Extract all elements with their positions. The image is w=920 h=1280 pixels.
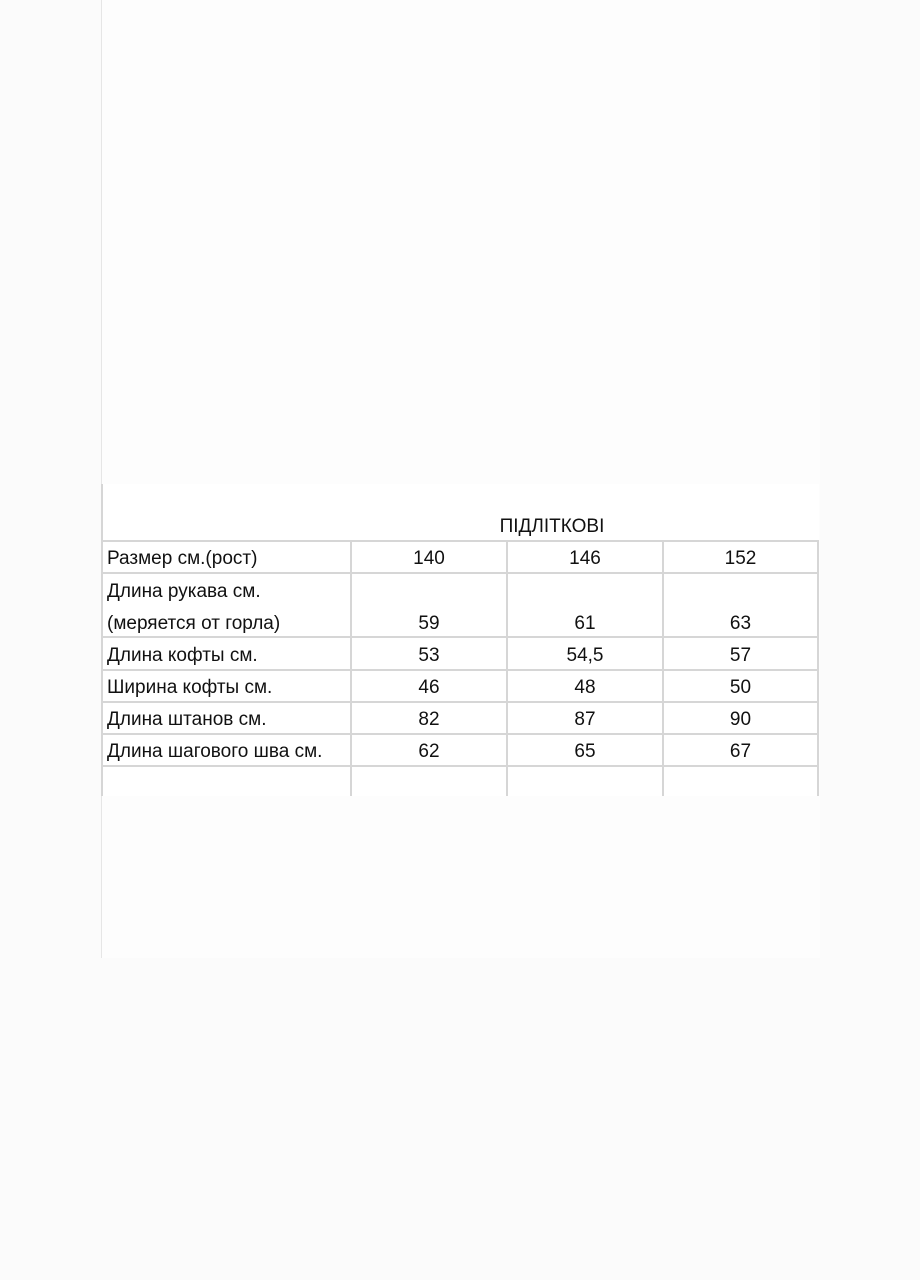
row-separator [101,701,819,703]
table-cell: 48 [574,677,596,698]
table-cell: 46 [418,677,440,698]
row-label: (меряется от горла) [107,613,281,634]
table-cell: 62 [418,741,440,762]
row-separator [101,636,819,638]
table-cell: 87 [574,709,596,730]
row-separator [101,765,819,767]
table-cell: 82 [418,709,440,730]
table-title: ПІДЛІТКОВІ [499,516,605,537]
row-label: Длина шагового шва см. [107,741,323,762]
size-header: 146 [569,548,601,569]
table-cell: 61 [574,613,596,634]
table-cell: 54,5 [566,645,604,666]
table-border-right [817,540,819,796]
header-label: Размер см.(рост) [107,548,258,569]
row-separator [101,540,819,542]
table-cell: 90 [729,709,752,730]
table-cell: 59 [418,613,440,634]
document-page [101,0,820,958]
table-border-left [101,484,103,796]
table-cell: 57 [729,645,752,666]
size-header: 140 [413,548,445,569]
row-label: Длина кофты см. [107,645,258,666]
row-separator [101,733,819,735]
size-header: 152 [724,548,757,569]
row-separator [101,572,819,574]
row-label: Ширина кофты см. [107,677,273,698]
table-cell: 65 [574,741,596,762]
table-cell: 53 [418,645,440,666]
table-cell: 63 [729,613,752,634]
table-cell: 67 [729,741,752,762]
row-label: Длина штанов см. [107,709,267,730]
table-cell: 50 [729,677,752,698]
row-label: Длина рукава см. [107,581,261,602]
row-separator [101,669,819,671]
